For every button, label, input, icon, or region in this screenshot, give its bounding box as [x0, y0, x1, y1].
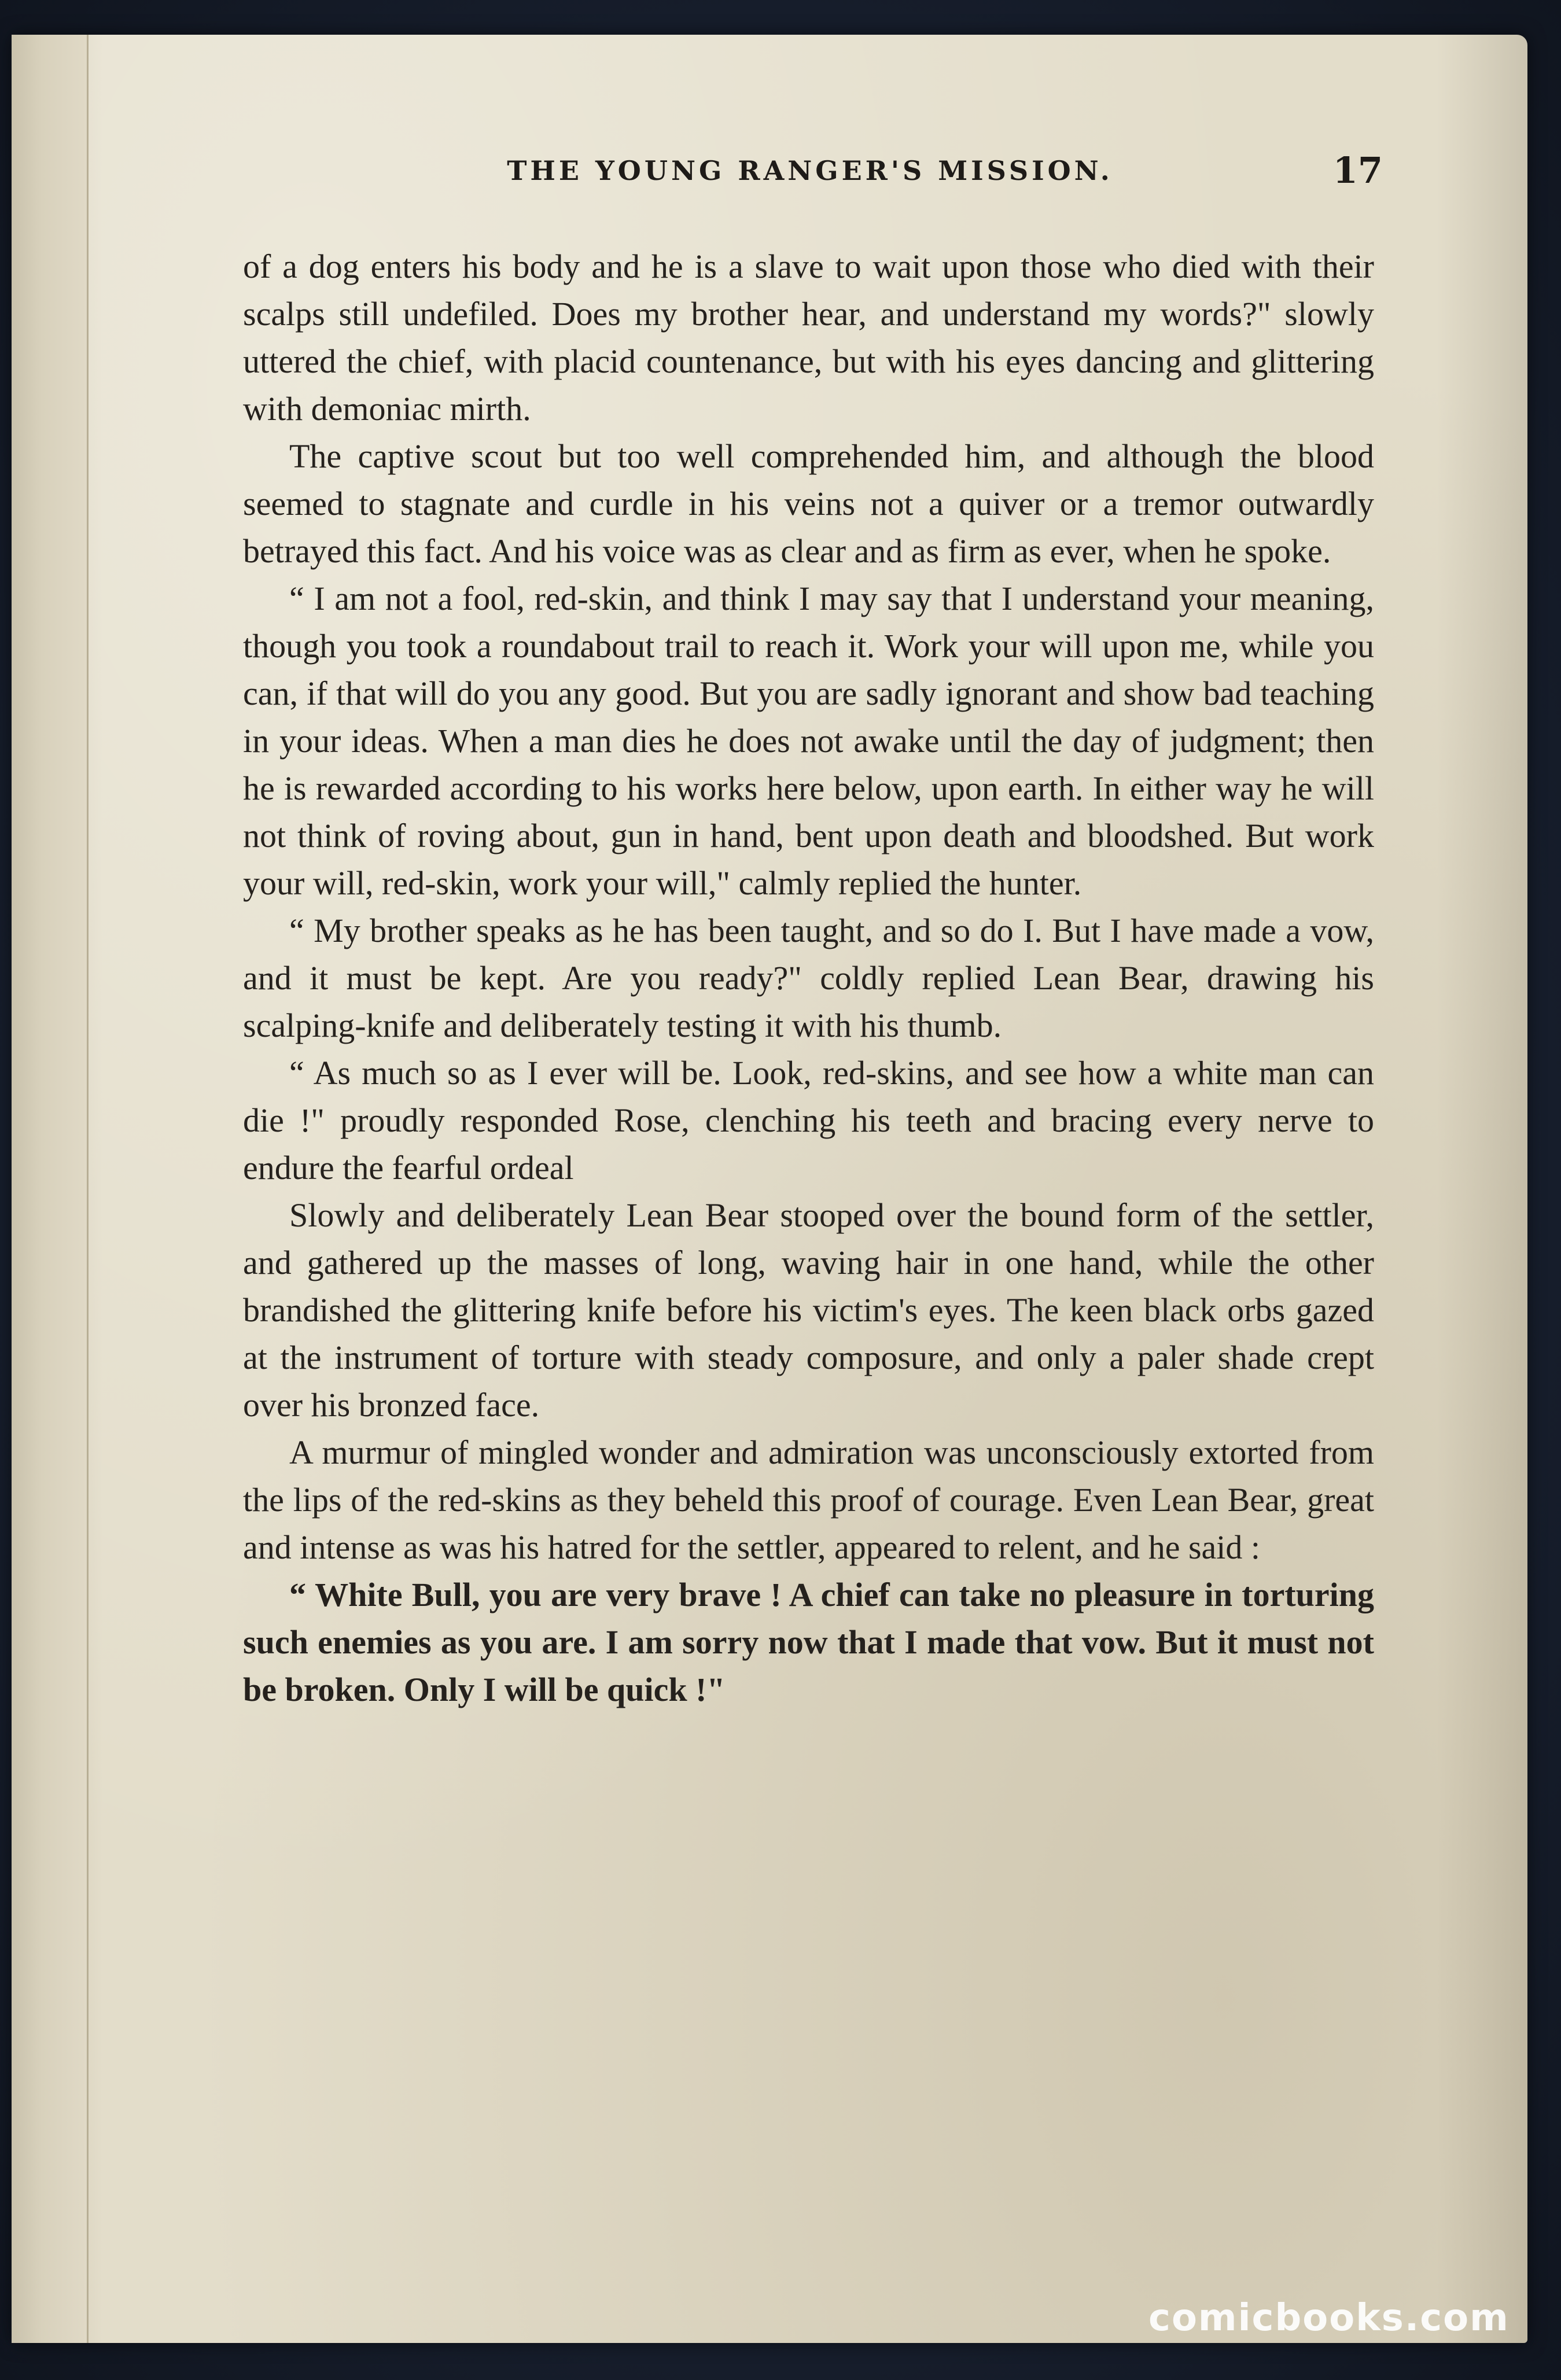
page-gutter — [12, 35, 89, 2343]
page-number: 17 — [1332, 149, 1383, 191]
running-head: THE YOUNG RANGER'S MISSION. — [507, 155, 1113, 186]
paragraph: Slowly and deliberately Lean Bear stooped over the bound form of the settler, and gathered up the masses of long, waving hair in one hand, while the other brandished the glittering knife before his victim's eyes. The keen black orbs gazed at the instrument of torture with steady composure, and only a paler shade crept over his bronzed face. — [243, 1196, 1374, 1424]
paragraph: “ My brother speaks as he has been taught, and so do I. But I have made a vow, and it must be kept. Are you ready?" coldly replied Lean Bear, drawing his scalping-knife and deliberately testing it with his thumb. — [243, 912, 1374, 1044]
paragraph: A murmur of mingled wonder and admiration was unconsciously extorted from the lips of the red-skins as they beheld this proof of courage. Even Lean Bear, great and intense as was his hatred for the settler, appeared to relent, and he said : — [243, 1434, 1374, 1566]
paragraph: The captive scout but too well comprehended him, and although the blood seemed to stagnate and curdle in his veins not a quiver or a tremor outwardly betrayed this fact. And his voice was as clear and as firm as ever, when he spoke. — [243, 437, 1374, 570]
watermark: comicbooks.com — [1148, 2297, 1510, 2340]
paragraph: “ White Bull, you are very brave ! A chief can take no pleasure in torturing such enemies as you are. I am sorry now that I made that vow. But it must not be broken. Only I will be quick !" — [243, 1576, 1374, 1708]
paragraph: “ I am not a fool, red-skin, and think I may say that I understand your meaning, though you took a roundabout trail to reach it. Work your will upon me, while you can, if that will do you any good. But you are sadly ignorant and show bad teaching in your ideas. When a man dies he does not awake until the day of judgment; then he is rewarded according to his works here below, upon earth. In either way he will not think of roving about, gun in hand, bent upon death and bloodshed. But work your will, red-skin, work your will," calmly replied the hunter. — [243, 580, 1374, 902]
paragraph: of a dog enters his body and he is a slave to wait upon those who died with their scalps still undefiled. Does my brother hear, and understand my words?" slowly uttered the chief, with placid countenance, but with his eyes dancing and glittering with demoniac mirth. — [243, 248, 1374, 428]
page-header — [243, 149, 1383, 201]
paragraph: “ As much so as I ever will be. Look, red-skins, and see how a white man can die !" proudly responded Rose, clenching his teeth and bracing every nerve to endure the fearful ordeal — [243, 1054, 1374, 1187]
page-body — [243, 243, 1374, 1714]
